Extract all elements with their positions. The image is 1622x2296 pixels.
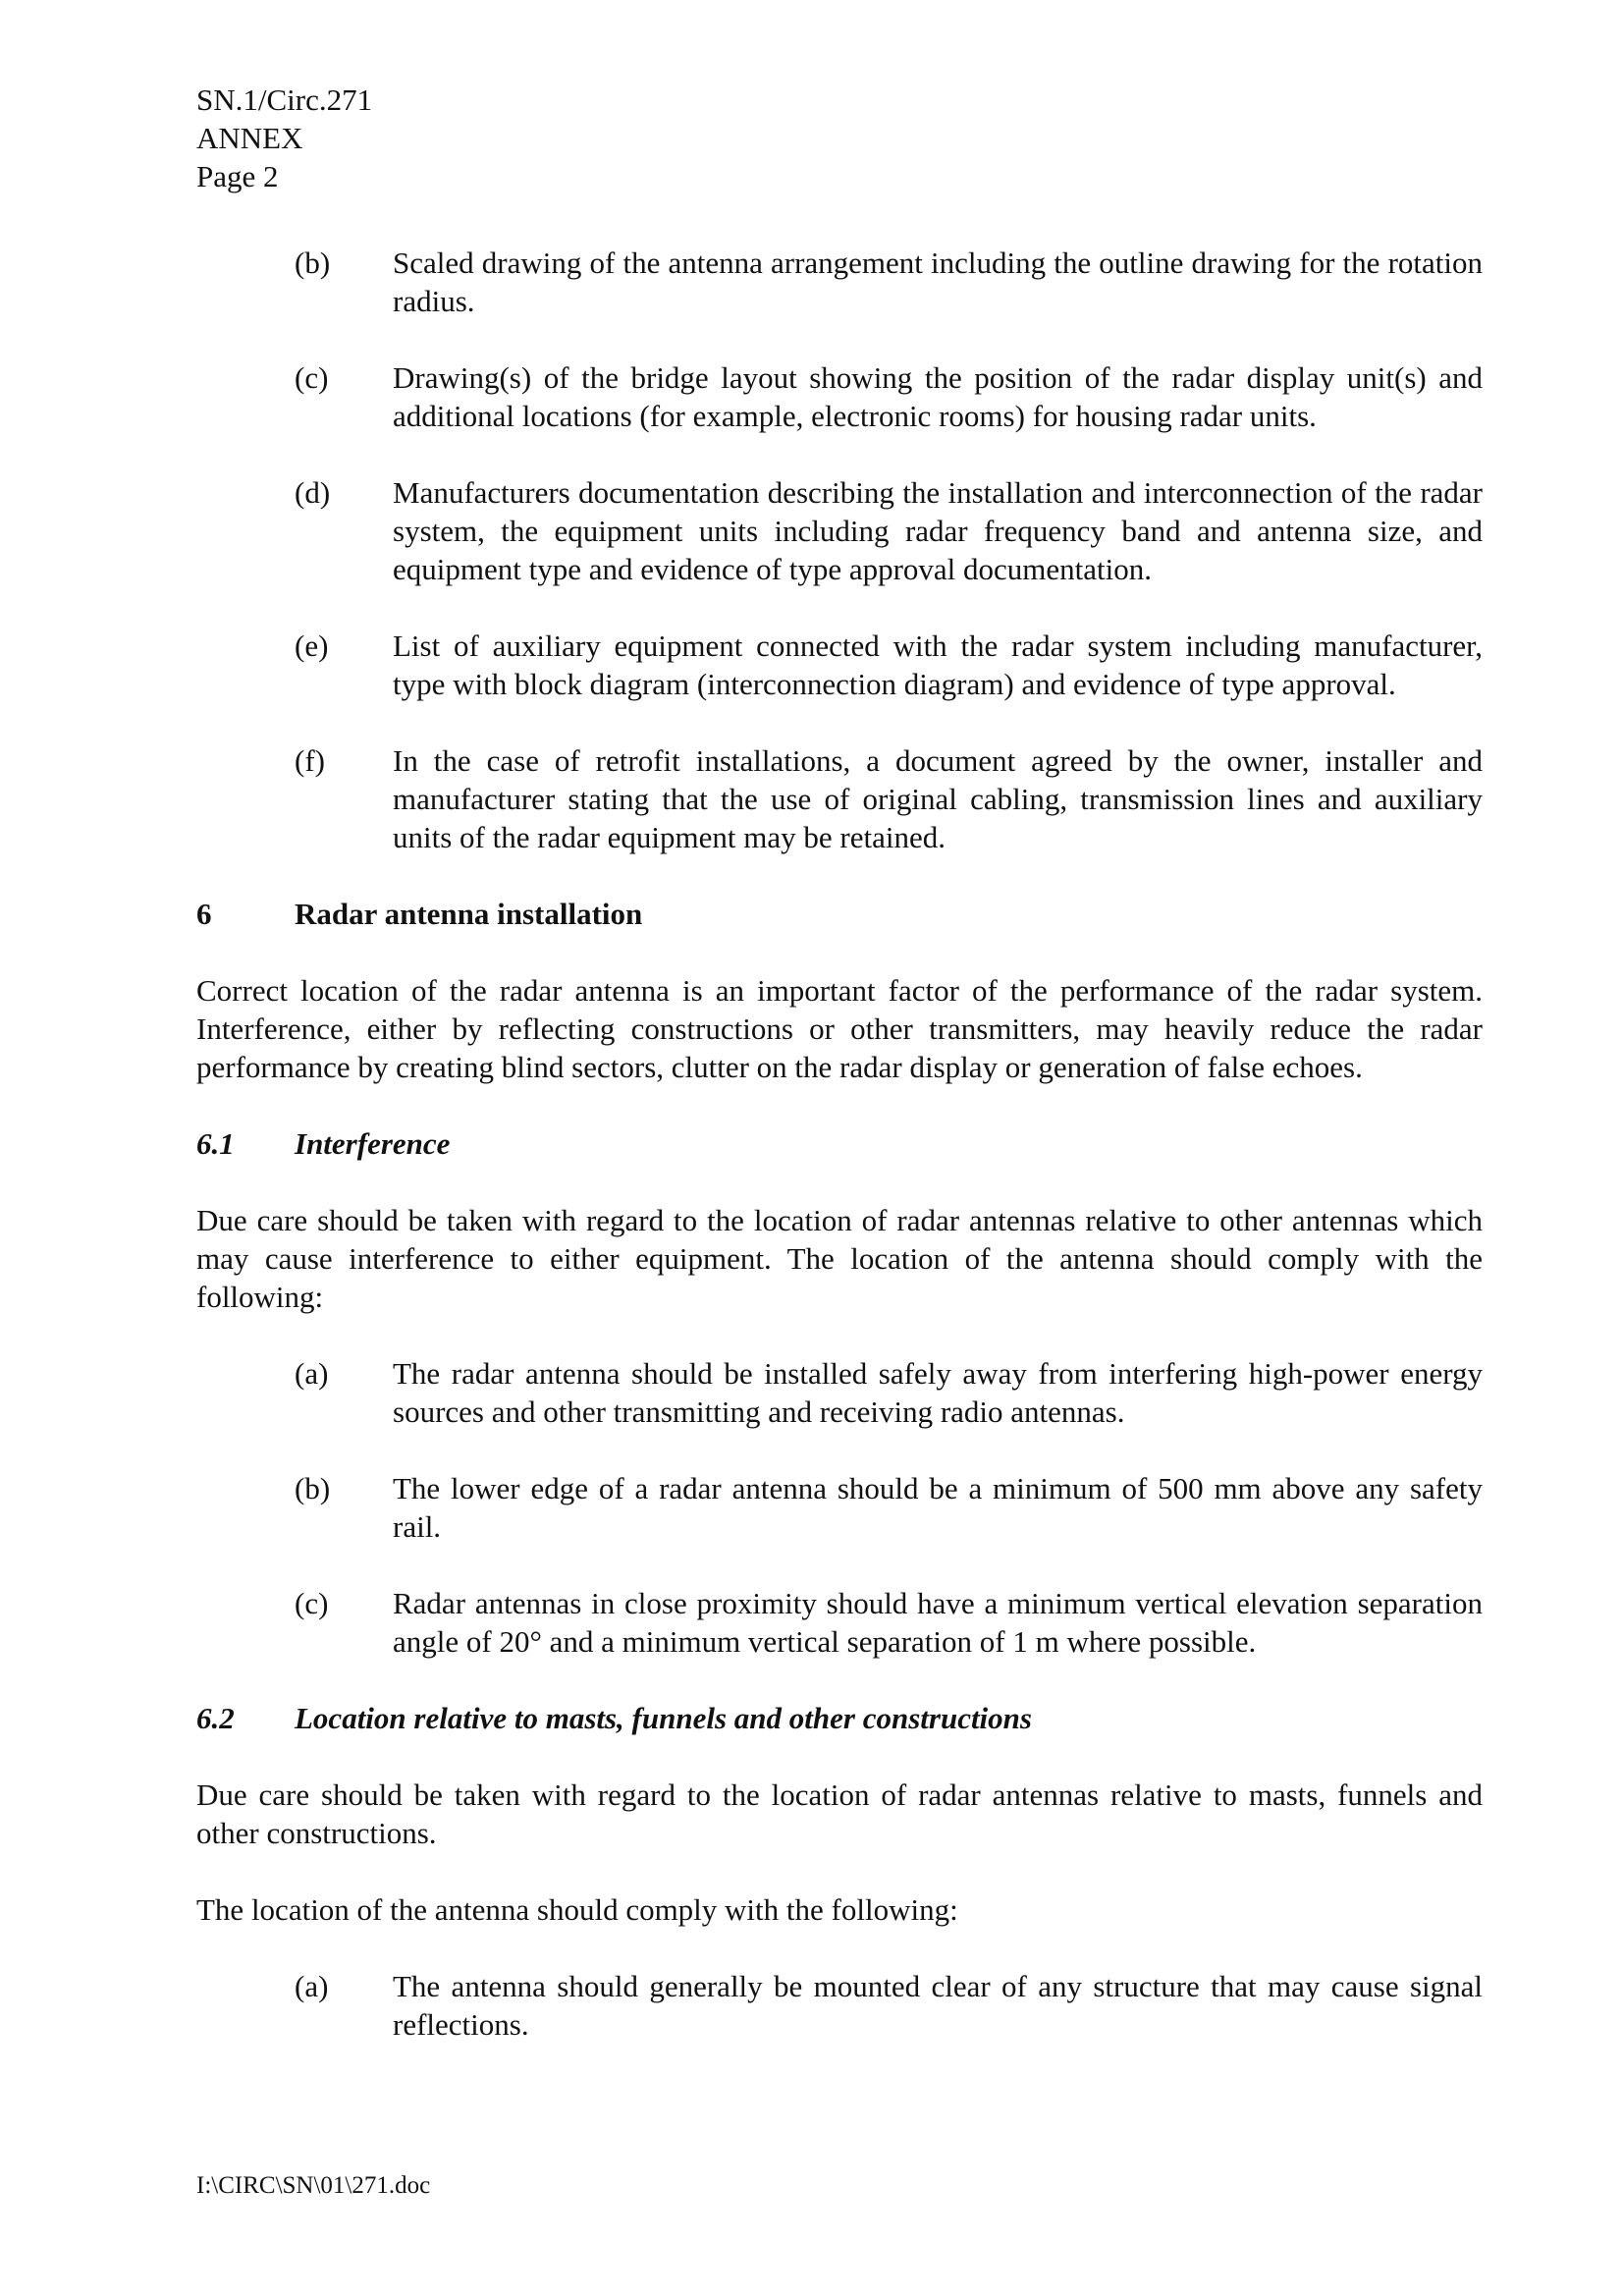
list-item xyxy=(196,741,1483,856)
list-item-text: The antenna should generally be mounted clear of any structure that may cause signal reflections. xyxy=(393,1969,1483,2042)
list-item-text: Manufacturers documentation describing the installation and interconnection of the radar system, the equipment units including radar frequency band and antenna size, and equipment type and evidence of type approval documentation. xyxy=(393,475,1483,586)
list-item-text: Radar antennas in close proximity should have a minimum vertical elevation separation angle of 20° and a minimum vertical separation of 1 m where possible. xyxy=(393,1586,1483,1659)
list-item xyxy=(196,358,1483,435)
list-item-label: (a) xyxy=(295,1356,329,1391)
list-item xyxy=(196,473,1483,588)
list-item-text: The lower edge of a radar antenna should be a minimum of 500 mm above any safety rail. xyxy=(393,1471,1483,1544)
page-number: Page 2 xyxy=(196,159,279,193)
subsection-paragraph: Due care should be taken with regard to the location of radar antennas relative to masts, funnels and other constructions. xyxy=(196,1777,1483,1850)
subsection-title: Location relative to masts, funnels and other constructions xyxy=(295,1701,1032,1735)
subsection-title: Interference xyxy=(295,1126,451,1161)
list-item-label: (b) xyxy=(295,1471,331,1505)
list-item xyxy=(196,627,1483,703)
subsection-number: 6.2 xyxy=(196,1701,235,1735)
list-item xyxy=(196,1584,1483,1661)
list-item-text: List of auxiliary equipment connected with the radar system including manufacturer, type with block diagram (interconnection diagram) and evidence of type approval. xyxy=(393,629,1483,701)
document-header xyxy=(196,81,372,195)
subsection-number: 6.1 xyxy=(196,1126,235,1161)
list-item-label: (f) xyxy=(295,743,325,778)
list-item xyxy=(196,244,1483,320)
subsection-paragraph: The location of the antenna should comply with the following: xyxy=(196,1892,958,1927)
list-item-text: Drawing(s) of the bridge layout showing the position of the radar display unit(s) and additional locations (for example, electronic rooms) for housing radar units. xyxy=(393,360,1483,433)
list-item xyxy=(196,1967,1483,2044)
section-title: Radar antenna installation xyxy=(295,897,643,931)
list-item-label: (d) xyxy=(295,475,331,510)
document-reference: SN.1/Circ.271 xyxy=(196,82,373,117)
section-heading xyxy=(196,895,1483,933)
section-number: 6 xyxy=(196,897,212,931)
subsection-paragraph: Due care should be taken with regard to the location of radar antennas relative to other antennas which may cause interference to either equipment. The location of the antenna should comply with the following: xyxy=(196,1203,1483,1314)
file-path-footer: I:\CIRC\SN\01\271.doc xyxy=(196,2172,431,2199)
list-item-text: Scaled drawing of the antenna arrangement including the outline drawing for the rotation radius. xyxy=(393,246,1483,318)
list-item xyxy=(196,1354,1483,1431)
section-paragraph: Correct location of the radar antenna is an important factor of the performance of the radar system. Interference, either by reflecting constructions or other transmitters, may heavily reduce the radar performance by creating blind sectors, clutter on the radar display or generation of false echoes. xyxy=(196,973,1483,1084)
list-item-text: In the case of retrofit installations, a document agreed by the owner, installer and manufacturer stating that the use of original cabling, transmission lines and auxiliary units of the radar equipment may be retained. xyxy=(393,743,1483,854)
list-item xyxy=(196,1469,1483,1546)
list-item-label: (c) xyxy=(295,360,329,395)
list-item-label: (e) xyxy=(295,629,329,663)
list-item-text: The radar antenna should be installed safely away from interfering high-power energy sources and other transmitting and receiving radio antennas. xyxy=(393,1356,1483,1429)
list-item-label: (a) xyxy=(295,1969,329,2003)
subsection-heading xyxy=(196,1124,1483,1163)
list-item-label: (b) xyxy=(295,246,331,280)
document-body xyxy=(196,244,1483,2082)
list-item-label: (c) xyxy=(295,1586,329,1620)
subsection-heading xyxy=(196,1699,1483,1737)
annex-label: ANNEX xyxy=(196,121,303,155)
